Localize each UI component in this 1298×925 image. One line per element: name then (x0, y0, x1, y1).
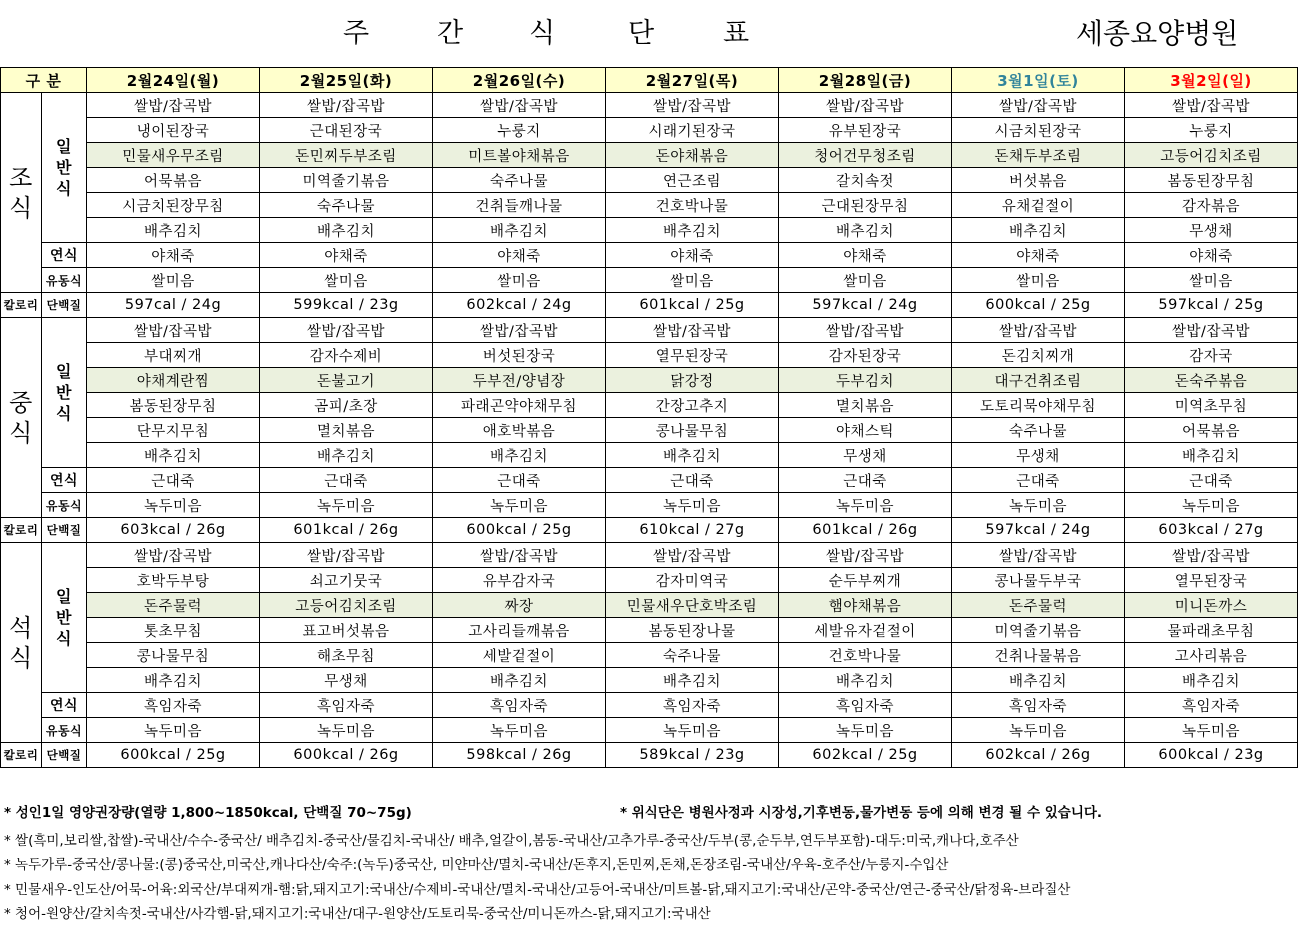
dinner-general-row (1, 618, 1298, 643)
menu-item: 배추김치 (606, 668, 779, 693)
menu-item: 미역줄기볶음 (260, 168, 433, 193)
menu-item: 버섯된장국 (433, 343, 606, 368)
menu-item: 해초무침 (260, 643, 433, 668)
title-char: 단 (628, 18, 655, 49)
menu-item: 톳초무침 (87, 618, 260, 643)
menu-item: 누룽지 (1125, 118, 1298, 143)
menu-item: 돈주물럭 (952, 593, 1125, 618)
menu-item: 녹두미음 (433, 493, 606, 518)
lunch-liquid-row (1, 493, 1298, 518)
calorie-value: 600kcal / 26g (260, 743, 433, 768)
menu-item: 봄동된장나물 (606, 618, 779, 643)
dinner-general-row (1, 643, 1298, 668)
origin-note: * 쌀(흑미,보리쌀,찹쌀)-국내산/수수-중국산/ 배추김치-중국산/물김치-국내산/ 배추,얼갈이,봄동-국내산/고추가루-중국산/두부(콩,순두부,연두부포함)-대두:미국,캐나다,호주산 (4, 833, 1019, 849)
menu-item: 근대죽 (433, 468, 606, 493)
menu-item: 쌀밥/잡곡밥 (952, 93, 1125, 118)
dinner-protein-label: 단백질 (42, 743, 87, 768)
menu-item: 무생채 (260, 668, 433, 693)
menu-item: 물파래초무침 (1125, 618, 1298, 643)
calorie-value: 603kcal / 26g (87, 518, 260, 543)
menu-item: 근대죽 (1125, 468, 1298, 493)
menu-item: 배추김치 (433, 443, 606, 468)
calorie-value: 599kcal / 23g (260, 293, 433, 318)
lunch-liquid-label: 유동식 (42, 493, 87, 518)
lunch-protein-label: 단백질 (42, 518, 87, 543)
breakfast-calorie-label: 칼로리 (1, 293, 42, 318)
title-char: 식 (529, 18, 556, 49)
menu-item: 배추김치 (260, 218, 433, 243)
title-char: 주 (343, 18, 370, 49)
menu-item: 쌀미음 (87, 268, 260, 293)
menu-item: 간장고추지 (606, 393, 779, 418)
menu-item: 돈야채볶음 (606, 143, 779, 168)
calorie-value: 597cal / 24g (87, 293, 260, 318)
origin-note: * 녹두가루-중국산/콩나물:(콩)중국산,미국산,캐나다산/숙주:(녹두)중국산, 미얀마산/멸치-국내산/돈후지,돈민찌,돈채,돈장조림-국내산/우육-호주산/누룽지-수입산 (4, 857, 949, 873)
menu-item: 쌀밥/잡곡밥 (779, 93, 952, 118)
menu-item: 파래곤약야채무침 (433, 393, 606, 418)
menu-item: 쌀밥/잡곡밥 (1125, 543, 1298, 568)
menu-item: 흑임자죽 (1125, 693, 1298, 718)
menu-item: 배추김치 (433, 218, 606, 243)
breakfast-soft-row (1, 243, 1298, 268)
menu-item: 배추김치 (87, 443, 260, 468)
menu-item: 근대된장국 (260, 118, 433, 143)
menu-item: 냉이된장국 (87, 118, 260, 143)
menu-item: 쌀밥/잡곡밥 (779, 318, 952, 343)
menu-item: 배추김치 (952, 668, 1125, 693)
menu-item: 애호박볶음 (433, 418, 606, 443)
menu-item: 녹두미음 (1125, 493, 1298, 518)
menu-item: 두부김치 (779, 368, 952, 393)
lunch-general-row (1, 318, 1298, 343)
menu-item: 쌀밥/잡곡밥 (87, 318, 260, 343)
menu-item: 미역줄기볶음 (952, 618, 1125, 643)
calorie-value: 598kcal / 26g (433, 743, 606, 768)
breakfast-general-row (1, 168, 1298, 193)
calorie-value: 597kcal / 24g (952, 518, 1125, 543)
dinner-liquid-label: 유동식 (42, 718, 87, 743)
menu-item: 녹두미음 (952, 493, 1125, 518)
menu-item: 근대된장무침 (779, 193, 952, 218)
menu-item: 돈불고기 (260, 368, 433, 393)
menu-item: 근대죽 (260, 468, 433, 493)
menu-item: 흑임자죽 (606, 693, 779, 718)
menu-item: 무생채 (952, 443, 1125, 468)
menu-item: 돈주물럭 (87, 593, 260, 618)
calorie-value: 597kcal / 25g (1125, 293, 1298, 318)
menu-item: 야채죽 (433, 243, 606, 268)
menu-item: 돈민찌두부조림 (260, 143, 433, 168)
menu-item: 세발겉절이 (433, 643, 606, 668)
lunch-soft-label: 연식 (42, 468, 87, 493)
menu-item: 배추김치 (606, 218, 779, 243)
menu-item: 돈김치찌개 (952, 343, 1125, 368)
menu-item: 콩나물무침 (87, 643, 260, 668)
origin-note: * 청어-원양산/갈치속젓-국내산/사각햄-닭,돼지고기:국내산/대구-원양산/도토리묵-중국산/미니돈까스-닭,돼지고기:국내산 (4, 906, 711, 922)
day-header-fri: 2월28일(금) (779, 68, 952, 93)
menu-item: 근대죽 (952, 468, 1125, 493)
lunch-soft-row (1, 468, 1298, 493)
menu-item: 쇠고기뭇국 (260, 568, 433, 593)
menu-item: 유부된장국 (779, 118, 952, 143)
menu-item: 야채계란찜 (87, 368, 260, 393)
menu-item: 갈치속젓 (779, 168, 952, 193)
menu-item: 어묵볶음 (1125, 418, 1298, 443)
menu-item: 녹두미음 (433, 718, 606, 743)
calorie-value: 602kcal / 26g (952, 743, 1125, 768)
menu-item: 봄동된장무침 (1125, 168, 1298, 193)
menu-item: 쌀밥/잡곡밥 (87, 93, 260, 118)
menu-item: 버섯볶음 (952, 168, 1125, 193)
menu-item: 표고버섯볶음 (260, 618, 433, 643)
menu-item: 야채죽 (606, 243, 779, 268)
menu-item: 짜장 (433, 593, 606, 618)
menu-item: 쌀밥/잡곡밥 (433, 318, 606, 343)
menu-item: 유부감자국 (433, 568, 606, 593)
menu-item: 숙주나물 (260, 193, 433, 218)
menu-item: 배추김치 (779, 218, 952, 243)
menu-item: 쌀미음 (260, 268, 433, 293)
menu-item: 배추김치 (433, 668, 606, 693)
menu-item: 쌀밥/잡곡밥 (1125, 318, 1298, 343)
menu-item: 감자된장국 (779, 343, 952, 368)
day-header-mon: 2월24일(월) (87, 68, 260, 93)
menu-item: 건호박나물 (606, 193, 779, 218)
menu-item: 대구건취조림 (952, 368, 1125, 393)
dinner-general-row (1, 568, 1298, 593)
lunch-general-row (1, 393, 1298, 418)
menu-item: 쌀밥/잡곡밥 (952, 543, 1125, 568)
menu-item: 고등어김치조림 (260, 593, 433, 618)
menu-item: 호박두부탕 (87, 568, 260, 593)
lunch-general-row (1, 343, 1298, 368)
menu-item: 건취들깨나물 (433, 193, 606, 218)
menu-item: 녹두미음 (606, 493, 779, 518)
menu-item: 콩나물두부국 (952, 568, 1125, 593)
menu-item: 흑임자죽 (260, 693, 433, 718)
menu-item: 열무된장국 (606, 343, 779, 368)
menu-item: 시래기된장국 (606, 118, 779, 143)
calorie-value: 602kcal / 25g (779, 743, 952, 768)
menu-item: 멸치볶음 (779, 393, 952, 418)
day-header-sat: 3월1일(토) (952, 68, 1125, 93)
menu-item: 쌀밥/잡곡밥 (952, 318, 1125, 343)
menu-item: 배추김치 (1125, 443, 1298, 468)
breakfast-label: 조 식 (1, 93, 42, 293)
menu-item: 쌀미음 (952, 268, 1125, 293)
menu-item: 건호박나물 (779, 643, 952, 668)
breakfast-liquid-row (1, 268, 1298, 293)
menu-item: 근대죽 (779, 468, 952, 493)
menu-item: 돈숙주볶음 (1125, 368, 1298, 393)
calorie-value: 602kcal / 24g (433, 293, 606, 318)
dinner-calorie-label: 칼로리 (1, 743, 42, 768)
menu-item: 감자미역국 (606, 568, 779, 593)
menu-item: 건취나물볶음 (952, 643, 1125, 668)
menu-item: 청어건무청조림 (779, 143, 952, 168)
menu-item: 감자볶음 (1125, 193, 1298, 218)
header-row (1, 68, 1298, 93)
menu-item: 미트볼야채볶음 (433, 143, 606, 168)
menu-item: 쌀밥/잡곡밥 (606, 318, 779, 343)
nutrition-recommendation: * 성인1일 영양권장량(열량 1,800~1850kcal, 단백질 70~75g) (4, 805, 412, 821)
menu-item: 배추김치 (87, 668, 260, 693)
hospital-name: 세종요양병원 (1076, 17, 1239, 50)
menu-item: 배추김치 (260, 443, 433, 468)
menu-item: 무생채 (779, 443, 952, 468)
menu-item: 시금치된장무침 (87, 193, 260, 218)
day-header-sun: 3월2일(일) (1125, 68, 1298, 93)
menu-item: 쌀밥/잡곡밥 (606, 543, 779, 568)
weekly-menu-table (0, 67, 1298, 768)
menu-item: 쌀밥/잡곡밥 (87, 543, 260, 568)
menu-item: 민물새우무조림 (87, 143, 260, 168)
menu-item: 멸치볶음 (260, 418, 433, 443)
menu-item: 야채죽 (1125, 243, 1298, 268)
menu-item: 흑임자죽 (952, 693, 1125, 718)
menu-item: 쌀밥/잡곡밥 (606, 93, 779, 118)
origin-note: * 민물새우-인도산/어묵-어육:외국산/부대찌개-햄:닭,돼지고기:국내산/수제비-국내산/멸치-국내산/고등어-국내산/미트볼-닭,돼지고기:국내산/곤약-중국산/연근-중국산/닭정육-브라질산 (4, 882, 1071, 898)
menu-item: 숙주나물 (433, 168, 606, 193)
menu-item: 시금치된장국 (952, 118, 1125, 143)
menu-item: 흑임자죽 (779, 693, 952, 718)
breakfast-general-row (1, 118, 1298, 143)
menu-item: 쌀밥/잡곡밥 (433, 93, 606, 118)
menu-item: 쌀미음 (779, 268, 952, 293)
menu-item: 고사리볶음 (1125, 643, 1298, 668)
menu-item: 단무지무침 (87, 418, 260, 443)
breakfast-general-row (1, 143, 1298, 168)
lunch-general-row (1, 368, 1298, 393)
dinner-general-row (1, 593, 1298, 618)
breakfast-general-label: 일 반 식 (42, 93, 87, 243)
header-corner: 구 분 (1, 68, 87, 93)
menu-item: 녹두미음 (606, 718, 779, 743)
menu-item: 햄야채볶음 (779, 593, 952, 618)
menu-item: 녹두미음 (779, 493, 952, 518)
menu-item: 어묵볶음 (87, 168, 260, 193)
menu-item: 돈채두부조림 (952, 143, 1125, 168)
calorie-value: 601kcal / 25g (606, 293, 779, 318)
breakfast-soft-label: 연식 (42, 243, 87, 268)
dinner-label: 석 식 (1, 543, 42, 743)
menu-item: 배추김치 (87, 218, 260, 243)
menu-item: 배추김치 (779, 668, 952, 693)
calorie-value: 601kcal / 26g (779, 518, 952, 543)
menu-item: 야채죽 (87, 243, 260, 268)
breakfast-liquid-label: 유동식 (42, 268, 87, 293)
lunch-calorie-row (1, 518, 1298, 543)
menu-item: 고사리들깨볶음 (433, 618, 606, 643)
breakfast-protein-label: 단백질 (42, 293, 87, 318)
menu-item: 무생채 (1125, 218, 1298, 243)
day-header-wed: 2월26일(수) (433, 68, 606, 93)
menu-item: 숙주나물 (952, 418, 1125, 443)
menu-item: 도토리묵야채무침 (952, 393, 1125, 418)
menu-item: 야채죽 (260, 243, 433, 268)
calorie-value: 600kcal / 25g (952, 293, 1125, 318)
calorie-value: 600kcal / 25g (433, 518, 606, 543)
breakfast-general-row (1, 193, 1298, 218)
menu-item: 야채스틱 (779, 418, 952, 443)
menu-item: 녹두미음 (87, 718, 260, 743)
menu-item: 콩나물무침 (606, 418, 779, 443)
title-char: 간 (437, 18, 464, 49)
day-header-thu: 2월27일(목) (606, 68, 779, 93)
menu-item: 쌀밥/잡곡밥 (1125, 93, 1298, 118)
calorie-value: 597kcal / 24g (779, 293, 952, 318)
menu-item: 감자수제비 (260, 343, 433, 368)
menu-item: 쌀밥/잡곡밥 (260, 318, 433, 343)
menu-item: 고등어김치조림 (1125, 143, 1298, 168)
menu-item: 부대찌개 (87, 343, 260, 368)
lunch-general-row (1, 418, 1298, 443)
menu-item: 흑임자죽 (87, 693, 260, 718)
menu-item: 미역초무침 (1125, 393, 1298, 418)
menu-item: 근대죽 (606, 468, 779, 493)
menu-item: 흑임자죽 (433, 693, 606, 718)
menu-item: 감자국 (1125, 343, 1298, 368)
calorie-value: 610kcal / 27g (606, 518, 779, 543)
day-header-tue: 2월25일(화) (260, 68, 433, 93)
menu-item: 유채겉절이 (952, 193, 1125, 218)
menu-item: 세발유자겉절이 (779, 618, 952, 643)
menu-item: 근대죽 (87, 468, 260, 493)
menu-item: 쌀밥/잡곡밥 (260, 93, 433, 118)
menu-item: 녹두미음 (1125, 718, 1298, 743)
menu-item: 순두부찌개 (779, 568, 952, 593)
menu-item: 쌀미음 (606, 268, 779, 293)
lunch-general-label: 일 반 식 (42, 318, 87, 468)
dinner-general-label: 일 반 식 (42, 543, 87, 693)
menu-item: 녹두미음 (87, 493, 260, 518)
calorie-value: 589kcal / 23g (606, 743, 779, 768)
menu-disclaimer: * 위식단은 병원사정과 시장성,기후변동,물가변동 등에 의해 변경 될 수 있습니다. (620, 805, 1103, 821)
menu-item: 곰피/초장 (260, 393, 433, 418)
lunch-label: 중 식 (1, 318, 42, 518)
calorie-value: 600kcal / 23g (1125, 743, 1298, 768)
calorie-value: 603kcal / 27g (1125, 518, 1298, 543)
menu-item: 녹두미음 (260, 493, 433, 518)
dinner-soft-row (1, 693, 1298, 718)
lunch-general-row (1, 443, 1298, 468)
dinner-soft-label: 연식 (42, 693, 87, 718)
title-bar (0, 0, 1298, 67)
dinner-calorie-row (1, 743, 1298, 768)
dinner-general-row (1, 668, 1298, 693)
menu-item: 쌀미음 (1125, 268, 1298, 293)
menu-item: 연근조림 (606, 168, 779, 193)
menu-item: 숙주나물 (606, 643, 779, 668)
menu-item: 야채죽 (779, 243, 952, 268)
dinner-liquid-row (1, 718, 1298, 743)
menu-item: 배추김치 (952, 218, 1125, 243)
menu-item: 봄동된장무침 (87, 393, 260, 418)
menu-item: 미니돈까스 (1125, 593, 1298, 618)
menu-item: 배추김치 (606, 443, 779, 468)
calorie-value: 601kcal / 26g (260, 518, 433, 543)
menu-item: 닭강정 (606, 368, 779, 393)
breakfast-general-row (1, 93, 1298, 118)
menu-item: 녹두미음 (779, 718, 952, 743)
menu-item: 누룽지 (433, 118, 606, 143)
menu-item: 배추김치 (1125, 668, 1298, 693)
menu-item: 야채죽 (952, 243, 1125, 268)
title-char: 표 (723, 18, 750, 49)
menu-item: 쌀밥/잡곡밥 (433, 543, 606, 568)
menu-item: 쌀밥/잡곡밥 (260, 543, 433, 568)
menu-item: 두부전/양념장 (433, 368, 606, 393)
menu-item: 녹두미음 (952, 718, 1125, 743)
menu-item: 민물새우단호박조림 (606, 593, 779, 618)
dinner-general-row (1, 543, 1298, 568)
lunch-calorie-label: 칼로리 (1, 518, 42, 543)
menu-item: 쌀미음 (433, 268, 606, 293)
calorie-value: 600kcal / 25g (87, 743, 260, 768)
menu-item: 녹두미음 (260, 718, 433, 743)
menu-item: 열무된장국 (1125, 568, 1298, 593)
breakfast-calorie-row (1, 293, 1298, 318)
breakfast-general-row (1, 218, 1298, 243)
menu-item: 쌀밥/잡곡밥 (779, 543, 952, 568)
